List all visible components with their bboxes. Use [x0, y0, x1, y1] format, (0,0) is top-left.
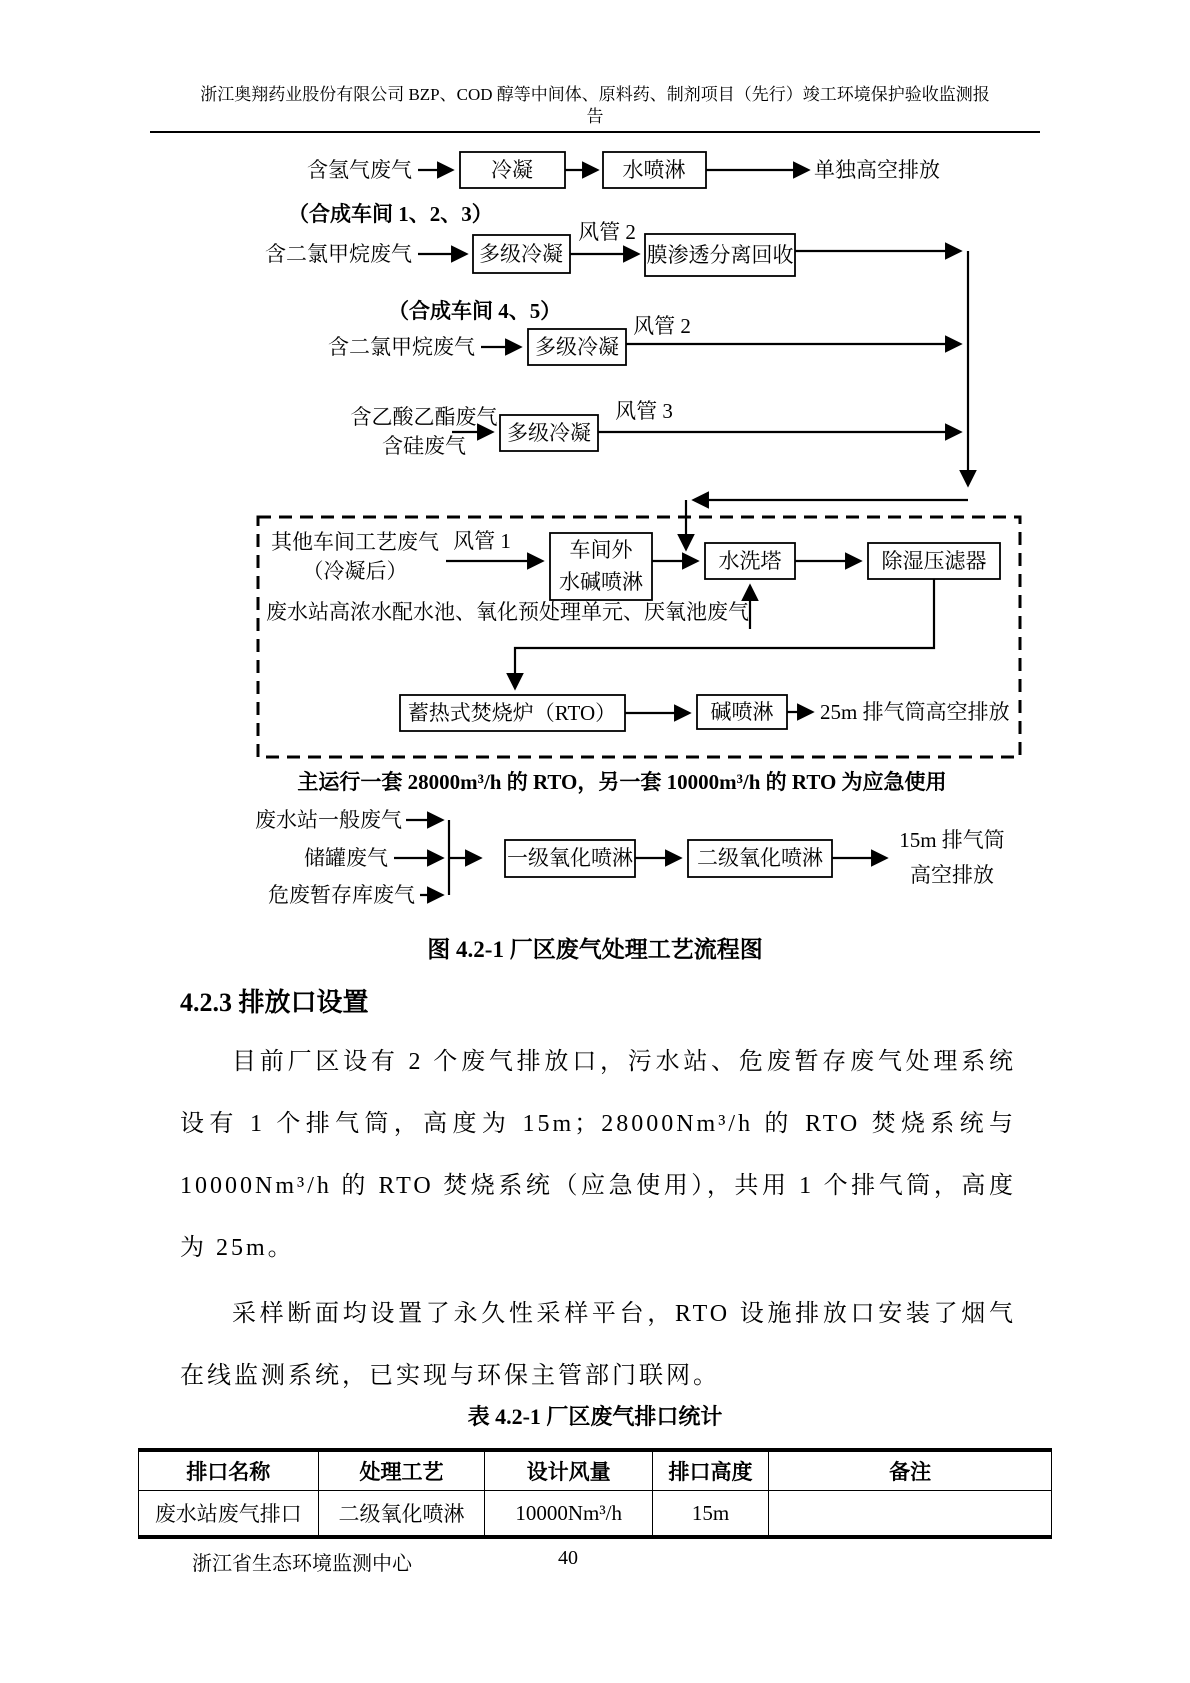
cell-outlet-name: 废水站废气排口 [139, 1491, 319, 1538]
cell-process: 二级氧化喷淋 [318, 1491, 485, 1538]
wash-tower-box-label: 水洗塔 [718, 549, 782, 573]
flow5-source2-label: 储罐废气 [304, 846, 388, 870]
cell-outlet-height: 15m [652, 1491, 768, 1538]
cell-remark [769, 1491, 1052, 1538]
flow3-source-label: 含二氯甲烷废气 [328, 335, 475, 359]
multistage-condense-box-3-label: 多级冷凝 [507, 421, 591, 445]
page-header [155, 84, 1035, 128]
other-workshop-gas-line2: （冷凝后） [302, 559, 408, 583]
flow1-source-label: 含氢气废气 [307, 158, 412, 182]
flow5-outlet-line2: 高空排放 [910, 863, 994, 887]
rto-outlet-label: 25m 排气筒高空排放 [820, 700, 1010, 724]
oxidation-spray1-box-label: 一级氧化喷淋 [507, 846, 633, 870]
section-heading: 4.2.3 排放口设置 [180, 988, 369, 1017]
multistage-condense-box-1-label: 多级冷凝 [479, 242, 563, 266]
figure-caption: 图 4.2-1 厂区废气处理工艺流程图 [427, 937, 763, 962]
footer-organization: 浙江省生态环境监测中心 [192, 1553, 412, 1575]
table-caption: 表 4.2-1 厂区废气排口统计 [467, 1404, 723, 1429]
duct2-label-b: 风管 2 [633, 314, 691, 338]
rto-incinerator-box-label: 蓄热式焚烧炉（RTO） [407, 701, 617, 725]
membrane-recovery-box-label: 膜渗透分离回收 [646, 243, 794, 267]
page-header-line1: 浙江奥翔药业股份有限公司 BZP、COD 醇等中间体、原料药、制剂项目（先行）竣工环境保护验收监测报 [200, 85, 990, 104]
duct1-label: 风管 1 [453, 529, 511, 553]
flow2-source-label: 含二氯甲烷废气 [265, 242, 412, 266]
waste-gas-flowchart [0, 140, 1190, 910]
outside-scrubber-line1: 车间外 [569, 538, 633, 562]
flow5-source3-label: 危废暂存库废气 [268, 883, 415, 907]
flow4-source-line2: 含硅废气 [382, 434, 466, 458]
footer-page-number: 40 [558, 1547, 578, 1569]
table-row [139, 1491, 1052, 1538]
paragraph-outlets: 目前厂区设有 2 个废气排放口，污水站、危废暂存废气处理系统设有 1 个排气筒，高度为 15m；28000Nm³/h 的 RTO 焚烧系统与10000Nm³/h 的 RTO 焚烧系统（应急使用），共用 1 个排气筒，高度为 25m。 [180, 1049, 1016, 1261]
header-process: 处理工艺 [318, 1450, 485, 1491]
paragraph-sampling: 采样断面均设置了永久性采样平台，RTO 设施排放口安装了烟气在线监测系统，已实现与环保主管部门联网。 [180, 1301, 1016, 1389]
outlet-statistics-table [138, 1448, 1052, 1539]
header-design-airflow: 设计风量 [485, 1450, 652, 1491]
other-workshop-gas-line1: 其他车间工艺废气 [271, 530, 439, 554]
flow5-source1-label: 废水站一般废气 [255, 808, 402, 832]
alkali-spray-box-label: 碱喷淋 [710, 700, 774, 724]
flow4-source-line1: 含乙酸乙酯废气 [350, 405, 498, 429]
workshop123-label: （合成车间 1、2、3） [288, 202, 493, 226]
oxidation-spray2-box-label: 二级氧化喷淋 [697, 846, 823, 870]
duct2-label-a: 风管 2 [578, 220, 636, 244]
page-header-line2: 告 [586, 107, 604, 126]
water-spray-box-label: 水喷淋 [622, 158, 686, 182]
flow5-outlet-line1: 15m 排气筒 [899, 828, 1005, 852]
table-header-row [139, 1450, 1052, 1491]
header-outlet-height: 排口高度 [652, 1450, 768, 1491]
header-outlet-name: 排口名称 [139, 1450, 319, 1491]
dehumid-filter-box-label: 除湿压滤器 [881, 549, 987, 573]
condense-box-label: 冷凝 [491, 158, 533, 182]
flow1-outlet-label: 单独高空排放 [814, 158, 940, 182]
header-remark: 备注 [769, 1450, 1052, 1491]
rto-capacity-note: 主运行一套 28000m³/h 的 RTO，另一套 10000m³/h 的 RTO 为应急使用 [297, 770, 947, 794]
wastewater-source-label: 废水站高浓水配水池、氧化预处理单元、厌氧池废气 [266, 600, 749, 624]
cell-design-airflow: 10000Nm³/h [485, 1491, 652, 1538]
header-divider [150, 131, 1040, 133]
workshop45-label: （合成车间 4、5） [388, 299, 562, 323]
duct3-label: 风管 3 [615, 399, 673, 423]
outside-scrubber-line2: 水碱喷淋 [559, 570, 643, 594]
multistage-condense-box-2-label: 多级冷凝 [535, 335, 619, 359]
